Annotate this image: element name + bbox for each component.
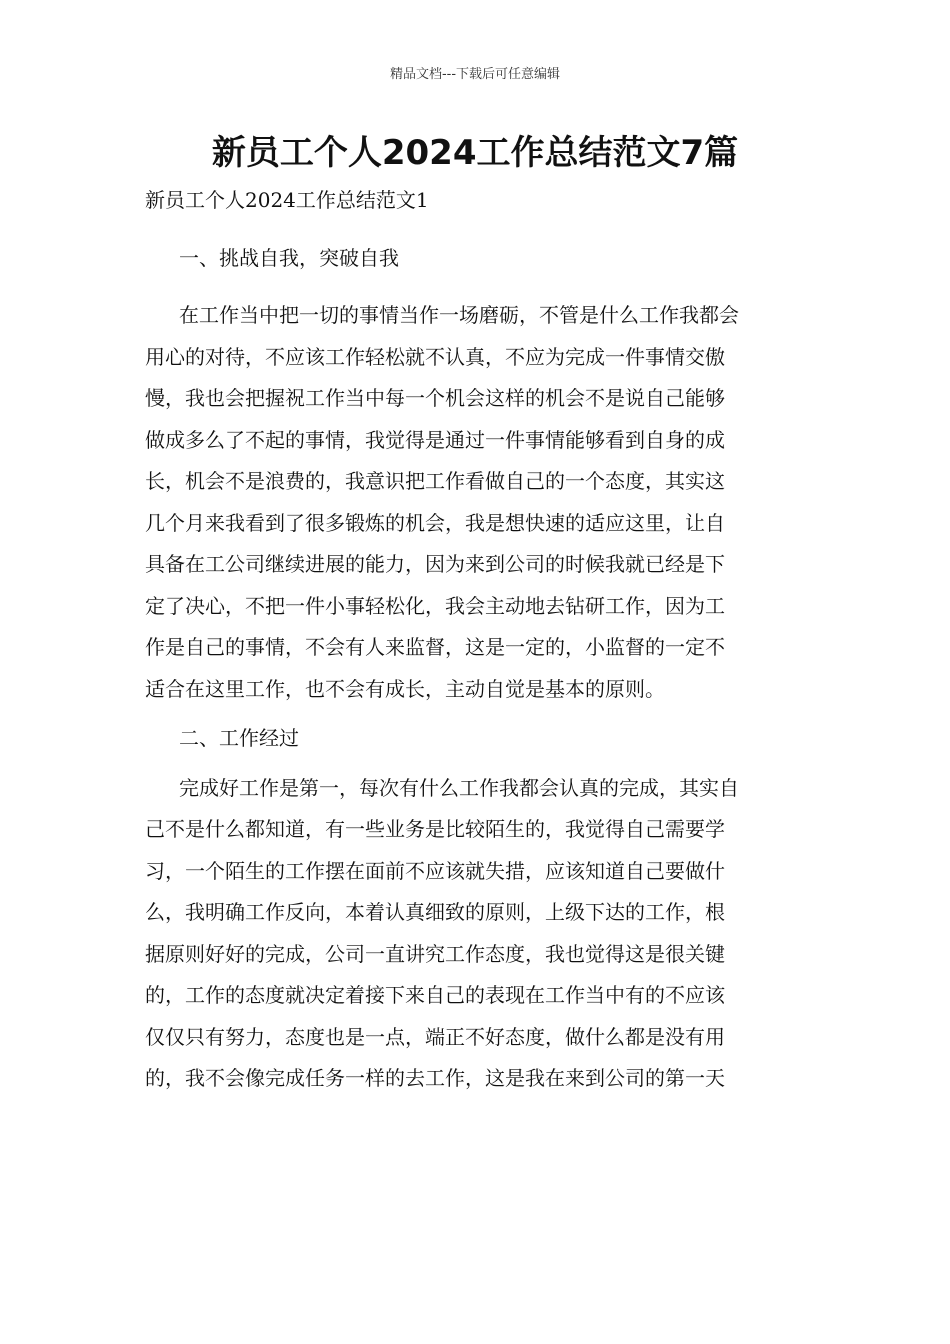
paragraph-line: 的，我不会像完成任务一样的去工作，这是我在来到公司的第一天: [145, 1066, 725, 1090]
paragraph-line: 长，机会不是浪费的，我意识把工作看做自己的一个态度，其实这: [145, 469, 725, 493]
paragraph-line: 据原则好好的完成，公司一直讲究工作态度，我也觉得这是很关键: [145, 941, 725, 966]
paragraph-line: 用心的对待，不应该工作轻松就不认真，不应为完成一件事情交傲: [145, 344, 725, 369]
paragraph-line: 的，工作的态度就决定着接下来自己的表现在工作当中有的不应该: [145, 983, 725, 1007]
paragraph-line: 己不是什么都知道，有一些业务是比较陌生的，我觉得自己需要学: [145, 817, 725, 841]
document-subtitle: 新员工个人2024工作总结范文1: [145, 188, 429, 212]
paragraph-1: [145, 295, 807, 710]
document-body: [145, 180, 807, 1100]
paragraph-line: 做成多么了不起的事情，我觉得是通过一件事情能够看到自身的成: [145, 427, 725, 452]
paragraph-line: 慢，我也会把握祝工作当中每一个机会这样的机会不是说自己能够: [145, 386, 725, 410]
section-heading-2: 二、工作经过: [179, 726, 299, 750]
paragraph-line: 完成好工作是第一，每次有什么工作我都会认真的完成，其实自: [179, 775, 739, 800]
paragraph-line: 具备在工公司继续进展的能力，因为来到公司的时候我就已经是下: [145, 552, 725, 576]
paragraph-line: 定了决心，不把一件小事轻松化，我会主动地去钻研工作，因为工: [145, 593, 725, 618]
paragraph-line: 在工作当中把一切的事情当作一场磨砺，不管是什么工作我都会: [179, 303, 739, 327]
paragraph-line: 仅仅只有努力，态度也是一点，端正不好态度，做什么都是没有用: [145, 1024, 725, 1049]
section-heading-1: 一、挑战自我，突破自我: [179, 245, 399, 270]
paragraph-line: 习，一个陌生的工作摆在面前不应该就失措，应该知道自己要做什: [145, 858, 725, 883]
paragraph-line: 么，我明确工作反向，本着认真细致的原则，上级下达的工作，根: [145, 900, 725, 924]
paragraph-line: 几个月来我看到了很多锻炼的机会，我是想快速的适应这里，让自: [145, 510, 725, 535]
header-note: 精品文档---下载后可任意编辑: [389, 67, 561, 82]
paragraph-line: 作是自己的事情，不会有人来监督，这是一定的，小监督的一定不: [145, 635, 725, 659]
paragraph-line: 适合在这里工作，也不会有成长，主动自觉是基本的原则。: [145, 676, 665, 701]
paragraph-2: [145, 768, 807, 1100]
document-title: 新员工个人2024工作总结范文7篇: [211, 133, 739, 173]
